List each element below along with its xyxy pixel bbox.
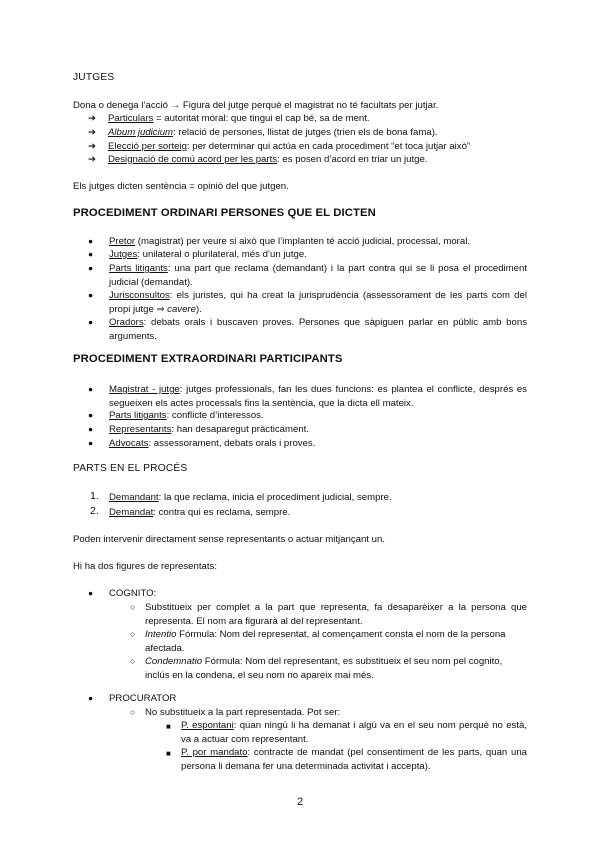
bullet-icon: ● <box>88 236 94 246</box>
ordinary-heading: PROCEDIMENT ORDINARI PERSONES QUE EL DICTEN <box>73 207 376 219</box>
cognito-label: COGNITO: <box>109 588 157 599</box>
parts-heading: PARTS EN EL PROCÉS <box>73 463 188 474</box>
page-number: 2 <box>296 796 304 808</box>
judge-type-item: Particulars = autoritat moral: que tingui el cap bé, sa de ment. <box>108 113 370 124</box>
circle-bullet-icon: ○ <box>130 629 136 639</box>
intro-line: Dona o denega l’acció → Figura del jutge perquè el magistrat no té facultats per jutjar. <box>73 100 439 111</box>
square-bullet-icon: ■ <box>166 749 171 758</box>
bullet-icon: ● <box>88 588 94 598</box>
bullet-icon: ● <box>88 290 94 300</box>
bullet-icon: ● <box>88 438 94 448</box>
judge-type-item: Elecció per sorteig: per determinar qui actúa en cada procediment “et toca jutjar això” <box>108 141 471 152</box>
bullet-icon: ● <box>88 424 94 434</box>
procurator-sub: No substitueix a la part representada. Pot ser: <box>145 707 341 718</box>
judge-type-term: Elecció per sorteig <box>108 141 187 152</box>
ordinary-item: Pretor (magistrat) per veure si això que l’implanten té acció judicial, processal, moral. <box>109 236 470 247</box>
list-number: 1. <box>90 490 99 502</box>
intervene-note: Poden intervenir directament sense representants o actuar mitjançant un. <box>73 534 385 545</box>
extraordinary-item: Magistrat - jutge: jutges professionals, fan les dues funcions: es plantea el conflicte, després es segueixen els actes processals fins la sentència, que la dicta ell mateix. <box>109 384 527 409</box>
procurator-item: P. por mandato: contracte de mandat (pel consentiment de les parts, quan una persona li demana fer una determinada activitat i accepta). <box>181 747 527 772</box>
circle-bullet-icon: ○ <box>130 707 136 717</box>
parts-item: Demandant: la que reclama, inicia el procediment judicial, sempre. <box>109 492 392 503</box>
judge-type-item: Album judicium: relació de persones, llistat de jutges (trien els de bona fama). <box>108 127 438 138</box>
ordinary-item: Parts litigants: una part que reclama (demandant) i la part contra qui se li posa el procediment judicial (demandat). <box>109 263 528 288</box>
cognito-item: Condemnatio Fórmula: Nom del representant, es substitueix el seu nom pel cognito, inclús en la condena, el seu nom no apareix mai més. <box>145 656 503 681</box>
procurator-item: P. espontani: quan ningú li ha demanat i algú va en el seu nom perquè no està, va a actuar com representant. <box>181 720 527 745</box>
ordinary-item: Jurisconsultos: els juristes, qui ha creat la jurisprudència (assessorament de les parts com del propi jutge ⇒ cavere). <box>109 290 527 315</box>
judge-type-term: Particulars <box>108 113 154 124</box>
extraordinary-item: Representants: han desaparegut pràcticament. <box>109 424 310 435</box>
list-number: 2. <box>90 505 99 517</box>
cognito-item: Intentio Fórmula: Nom del representat, al començament consta el nom de la persona afectada. <box>145 629 506 654</box>
bullet-icon: ● <box>88 249 94 259</box>
circle-bullet-icon: ○ <box>130 656 136 666</box>
bullet-icon: ● <box>88 693 94 703</box>
procurator-label: PROCURATOR <box>109 693 177 704</box>
arrow-icon: ➔ <box>88 127 97 138</box>
sentence-note: Els jutges dicten sentència = opinió del que jutgen. <box>73 181 289 192</box>
bullet-icon: ● <box>88 317 94 327</box>
judge-type-term: Designació de comú acord per les parts <box>108 154 278 165</box>
extraordinary-heading: PROCEDIMENT EXTRAORDINARI PARTICIPANTS <box>73 353 343 365</box>
judge-type-term: Album judicium <box>108 127 174 138</box>
arrow-icon: ➔ <box>88 154 97 165</box>
cognito-item: Substitueix per complet a la part que representa, fa desaparèixer a la persona que representa. El nom ara figurarà al del representant. <box>145 602 527 627</box>
ordinary-item: Jutges: unilateral o plurilateral, més d’un jutge. <box>109 249 307 260</box>
bullet-icon: ● <box>88 384 94 394</box>
extraordinary-item: Parts litigants: conflicte d’interessos. <box>109 410 264 421</box>
ordinary-item: Oradors: debats orals i buscaven proves. Persones que sàpiguen parlar en públic amb bons arguments. <box>109 317 527 342</box>
arrow-icon: ➔ <box>88 141 97 152</box>
figures-note: Hi ha dos figures de representats: <box>73 561 217 572</box>
bullet-icon: ● <box>88 263 94 273</box>
bullet-icon: ● <box>88 410 94 420</box>
parts-item: Demandat: contra qui es reclama, sempre. <box>109 507 291 518</box>
square-bullet-icon: ■ <box>166 722 171 731</box>
judge-type-item: Designació de comú acord per les parts: es posen d’acord en triar un jutge. <box>108 154 428 165</box>
page-title: JUTGES <box>73 72 115 83</box>
circle-bullet-icon: ○ <box>130 602 136 612</box>
extraordinary-item: Advocats: assessorament, debats orals i proves. <box>109 438 316 449</box>
arrow-icon: ➔ <box>88 113 97 124</box>
